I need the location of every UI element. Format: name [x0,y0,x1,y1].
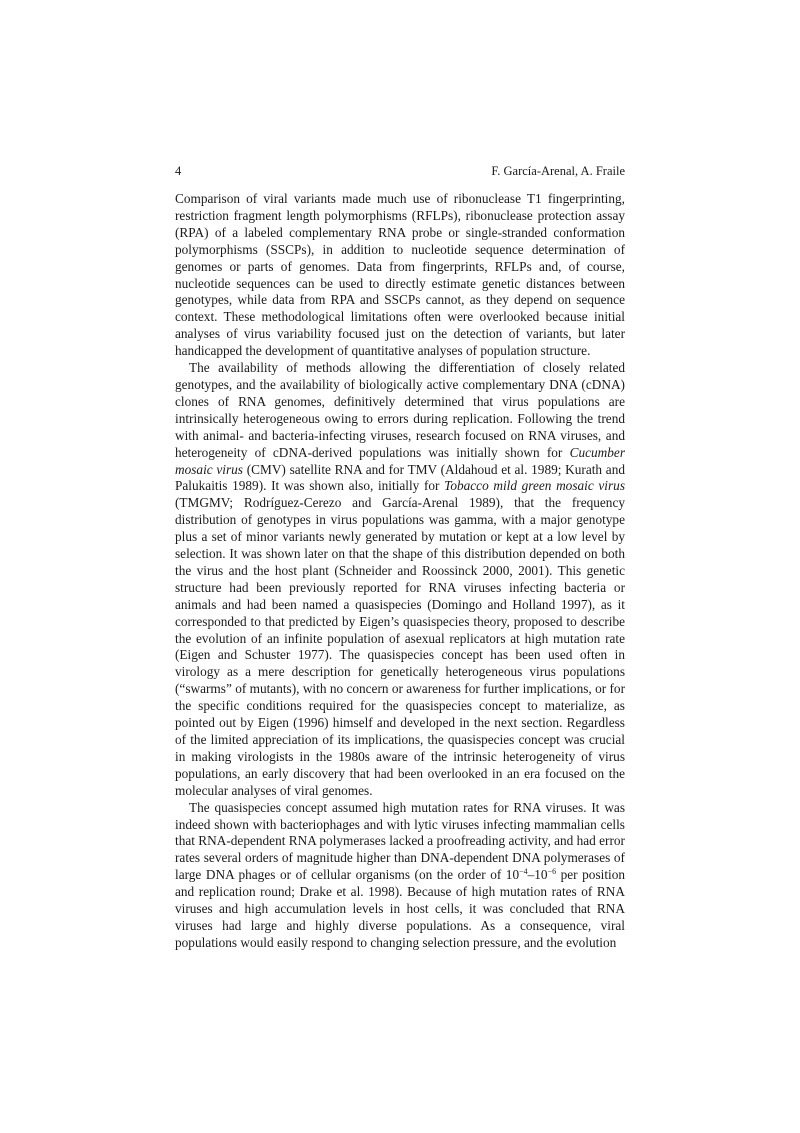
paragraph-text: Comparison of viral variants made much use of ribonuclease T1 fingerprinting, restriction fragment length polymorphisms (RFLPs), ribonuclease protection assay (RPA) of a labeled complementary RNA probe or single-stranded conformation polymorphisms (SSCPs), in addition to nucleotide sequence determination of genomes or parts of genomes. Data from fingerprints, RFLPs and, of course, nucleotide sequences can be used to directly estimate genetic distances between genotypes, while data from RPA and SSCPs cannot, as they depend on sequence context. These methodological limitations often were overlooked because initial analyses of virus variability focused just on the detection of variants, but later handicapped the development of quantitative analyses of population structure. [175,191,625,359]
body-text [175,191,625,952]
exponent: −4 [519,867,528,877]
virus-name-tmgmv: Tobacco mild green mosaic virus [444,478,625,494]
exponent: −6 [547,867,557,877]
paragraph-1 [175,191,625,360]
paragraph-3 [175,800,625,952]
paragraph-text: –10 [527,867,548,883]
virus-name-cmv: Cucumber mosaic virus [175,444,625,477]
paragraph-text: per position and replication round; Drake et al. 1998). Because of high mutation rates of RNA viruses and high accumulation levels in host cells, it was concluded that RNA viruses had large and highly diverse populations. As a consequence, viral populations would easily respond to changing selection pressure, and the evolution [175,867,626,950]
page-number: 4 [175,164,182,178]
running-head-authors: F. García-Arenal, A. Fraile [491,164,625,178]
book-page [175,163,625,952]
paragraph-text: The availability of methods allowing the differentiation of closely related genotypes, and the availability of biologically active complementary DNA (cDNA) clones of RNA genomes, definitively determined that virus populations are intrinsically heterogeneous owing to errors during replication. Following the trend with animal- and bacteria-infecting viruses, research focused on RNA viruses, and heterogeneity of cDNA-derived populations was initially shown for [175,360,625,460]
paragraph-text: The quasispecies concept assumed high mutation rates for RNA viruses. It was indeed shown with bacteriophages and with lytic viruses infecting mammalian cells that RNA-dependent RNA polymerases lacked a proofreading activity, and had error rates several orders of magnitude higher than DNA-dependent DNA polymerases of large DNA phages or of cellular organisms (on the order of 10 [175,799,625,883]
paragraph-text: (CMV) satellite RNA and for TMV (Aldahoud et al. 1989; Kurath and Palukaitis 1989). It was shown also, initially for [175,461,625,494]
paragraph-2 [175,360,625,800]
paragraph-text: (TMGMV; Rodríguez-Cerezo and García-Arenal 1989), that the frequency distribution of genotypes in virus populations was gamma, with a major genotype plus a set of minor variants newly generated by mutation or kept at a low level by selection. It was shown later on that the shape of this distribution depended on both the virus and the host plant (Schneider and Roossinck 2000, 2001). This genetic structure had been previously reported for RNA viruses infecting bacteria or animals and had been named a quasispecies (Domingo and Holland 1997), as it corresponded to that predicted by Eigen’s quasispecies theory, proposed to describe the evolution of an infinite population of asexual replicators at high mutation rate (Eigen and Schuster 1977). The quasispecies concept has been used often in virology as a mere description for genetically heterogeneous virus populations (“swarms” of mutants), with no concern or awareness for further implications, or for the specific conditions required for the quasispecies concept to materialize, as pointed out by Eigen (1996) himself and developed in the next section. Regardless of the limited appreciation of its implications, the quasispecies concept was crucial in making virologists in the 1980s aware of the intrinsic heterogeneity of virus populations, an early discovery that had been overlooked in an era focused on the molecular analyses of viral genomes. [175,495,625,798]
running-head [175,163,625,179]
